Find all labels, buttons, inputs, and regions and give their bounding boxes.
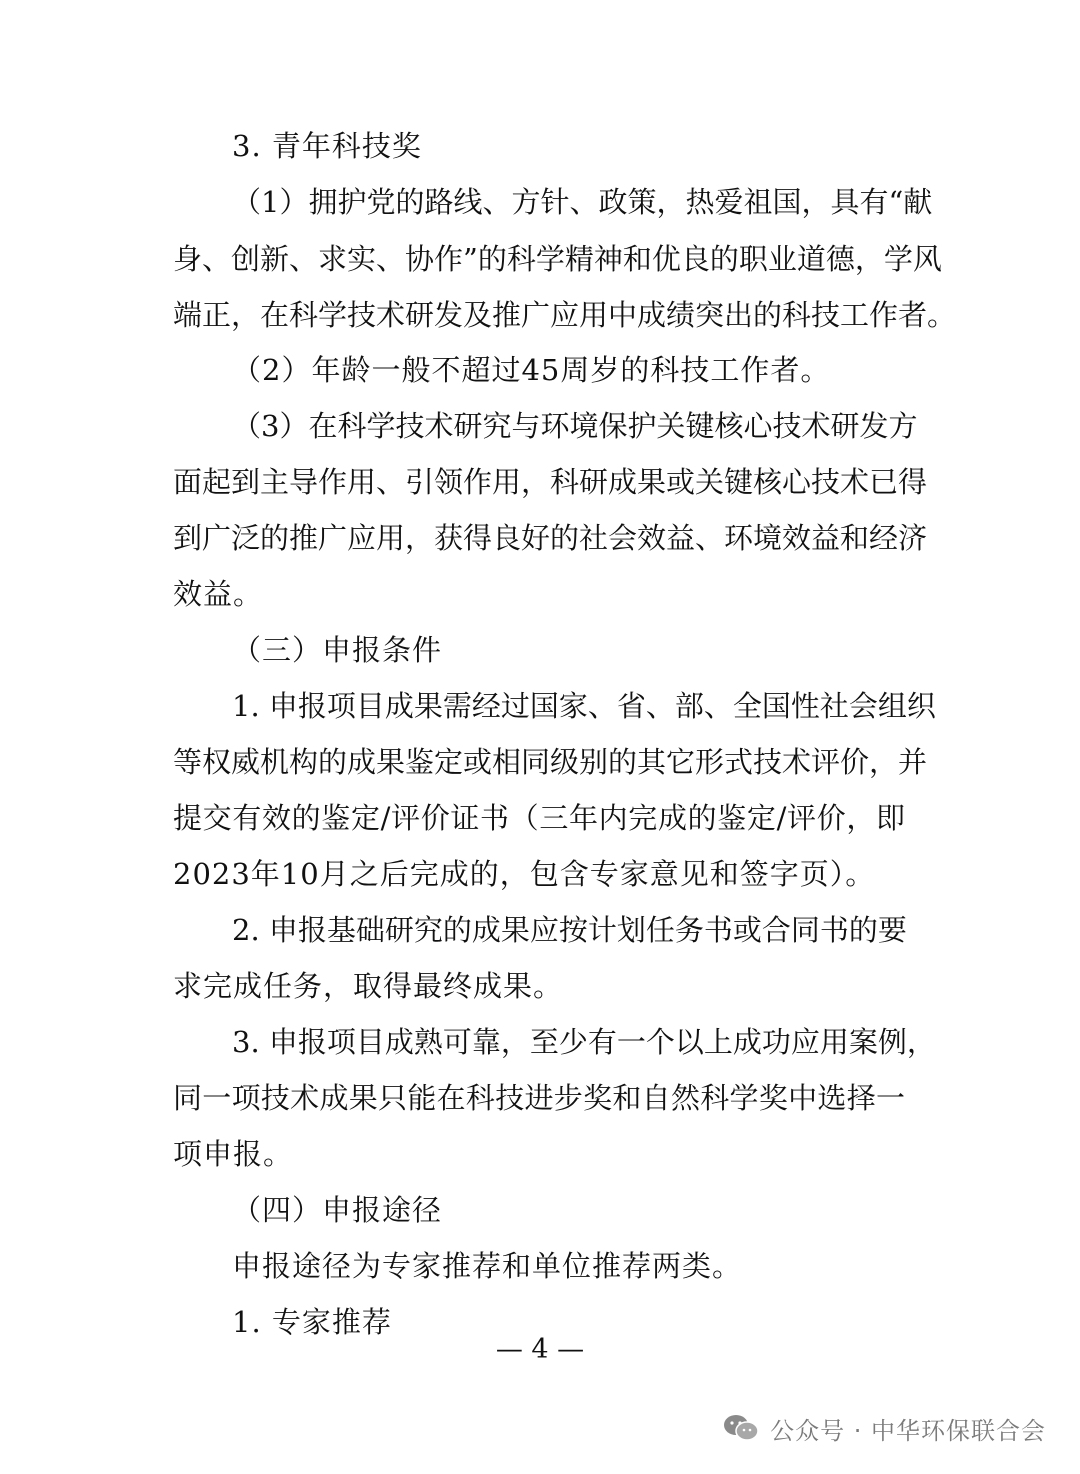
paragraph-line: 3. 申报项目成熟可靠，至少有一个以上成功应用案例，: [232, 1025, 936, 1059]
section-heading-channels: （四）申报途径: [232, 1193, 443, 1227]
paragraph-line: 身、创新、求实、协作”的科学精神和优良的职业道德，学风: [173, 242, 942, 276]
paragraph-line: （3）在科学技术研究与环境保护关键核心技术研发方: [232, 409, 918, 443]
paragraph-line: 同一项技术成果只能在科技进步奖和自然科学奖中选择一: [173, 1081, 905, 1115]
paragraph-line: 项申报。: [173, 1137, 294, 1171]
page-number: — 4 —: [495, 1334, 585, 1365]
paragraph-line: 1. 申报项目成果需经过国家、省、部、全国性社会组织: [232, 689, 936, 723]
paragraph-line: 求完成任务，取得最终成果。: [173, 969, 564, 1003]
paragraph-line: 2023年10月之后完成的，包含专家意见和签字页）。: [173, 857, 876, 891]
section-heading-conditions: （三）申报条件: [232, 633, 443, 667]
award-heading-youth: 3. 青年科技奖: [232, 129, 422, 163]
paragraph-line: 到广泛的推广应用，获得良好的社会效益、环境效益和经济: [173, 521, 928, 555]
paragraph-line: 2. 申报基础研究的成果应按计划任务书或合同书的要: [232, 913, 907, 947]
paragraph-line: 提交有效的鉴定/评价证书（三年内完成的鉴定/评价，即: [173, 801, 905, 835]
paragraph-line: （1）拥护党的路线、方针、政策，热爱祖国，具有“献: [232, 185, 933, 219]
paragraph-line: 面起到主导作用、引领作用，科研成果或关键核心技术已得: [173, 465, 928, 499]
paragraph-line: 效益。: [173, 577, 264, 611]
wechat-icon: [722, 1413, 760, 1443]
paragraph-line: 等权威机构的成果鉴定或相同级别的其它形式技术评价，并: [173, 745, 928, 779]
watermark: [722, 1408, 1046, 1448]
list-item-expert: 1. 专家推荐: [232, 1305, 392, 1339]
paragraph-line: 申报途径为专家推荐和单位推荐两类。: [232, 1249, 743, 1283]
paragraph-line: （2）年龄一般不超过45周岁的科技工作者。: [232, 353, 831, 387]
watermark-text: 公众号 · 中华环保联合会: [770, 1416, 1046, 1445]
paragraph-line: 端正，在科学技术研发及推广应用中成绩突出的科技工作者。: [173, 298, 957, 332]
